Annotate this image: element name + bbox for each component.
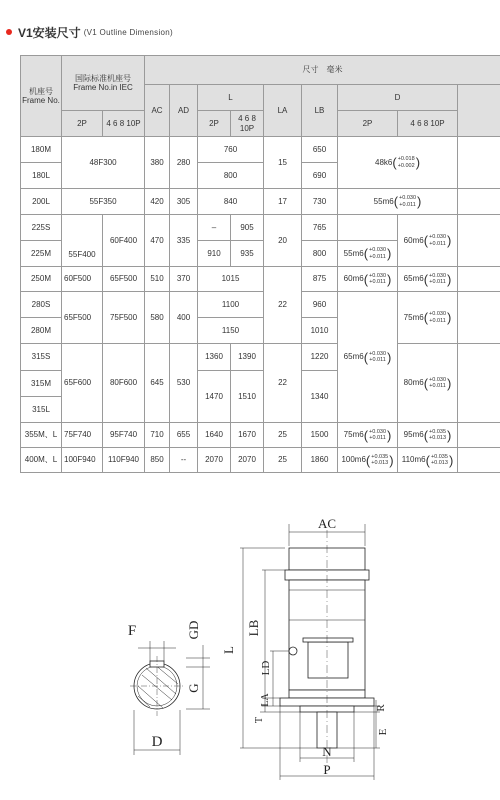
l-cell: 1100 (198, 292, 264, 318)
lb-cell: 1220 (302, 344, 338, 371)
ad-header: AD (170, 85, 198, 137)
la-cell: 25 (264, 423, 302, 448)
iec-4p-cell: 75F500 (103, 292, 145, 344)
lb-cell: 765 (302, 215, 338, 241)
blank-cell (458, 267, 500, 292)
ac-cell: 580 (145, 292, 170, 344)
l-cell: 1150 (198, 318, 264, 344)
frame-cell: 180L (21, 163, 62, 189)
l-4p-cell: 1510 (231, 371, 264, 423)
d-2p-cell: 65m6 ( +0.030 +0.011 ) (338, 292, 398, 423)
l-cell: 840 (198, 189, 264, 215)
la-cell: 15 (264, 137, 302, 189)
blank-cell (458, 448, 500, 473)
lb-cell: 650 (302, 137, 338, 163)
lb-cell: 1010 (302, 318, 338, 344)
iec-2p-cell: 65F500 (62, 292, 103, 344)
blank-header (458, 85, 500, 137)
d-4p-cell: 75m6 ( +0.030 +0.011 ) (398, 292, 458, 344)
l-2p-cell: 1360 (198, 344, 231, 371)
iec-2p-cell: 60F500 (62, 267, 103, 292)
ad-cell: 280 (170, 137, 198, 189)
d-header: D (338, 85, 458, 111)
iec-2p-cell: 75F740 (62, 423, 103, 448)
g-label: G (186, 683, 201, 693)
l-4p-header: 4 6 8 10P (231, 111, 264, 137)
frame-cell: 315L (21, 397, 62, 423)
p-label: P (323, 762, 331, 777)
shaft-section (130, 641, 210, 755)
ac-header: AC (145, 85, 170, 137)
iec-header: 国际标准机座号 Frame No.in IEC (62, 56, 145, 111)
blank-cell (458, 423, 500, 448)
d-2p-header: 2P (338, 111, 398, 137)
f-label: F (127, 623, 137, 639)
l-label: L (221, 646, 236, 654)
ld-label: LD (260, 660, 272, 676)
blank-cell (458, 215, 500, 267)
ad-cell: 370 (170, 267, 198, 292)
ad-cell: 305 (170, 189, 198, 215)
l-2p-cell: 2070 (198, 448, 231, 473)
ad-cell: -- (170, 448, 198, 473)
section-title: V1安装尺寸 (18, 25, 81, 40)
l-4p-cell: 905 (231, 215, 264, 241)
gd-label: GD (186, 620, 201, 640)
lb-label: LB (246, 619, 261, 637)
lb-cell: 1500 (302, 423, 338, 448)
la-cell: 22 (264, 267, 302, 344)
frame-cell: 315S (21, 344, 62, 371)
iec-cell: 48F300 (62, 137, 145, 189)
frame-header: 机座号 Frame No. (21, 56, 62, 137)
l-4p-cell: 935 (231, 241, 264, 267)
frame-cell: 225M (21, 241, 62, 267)
e-label: E (377, 728, 389, 736)
d-4p-cell: 65m6 ( +0.030 +0.011 ) (398, 267, 458, 292)
red-bullet-icon (6, 29, 12, 35)
d-2p-cell: 55m6 ( +0.030 +0.011 ) (338, 241, 398, 267)
la-label: LA (260, 693, 271, 707)
lb-cell: 875 (302, 267, 338, 292)
iec-2p-header: 2P (62, 111, 103, 137)
d-4p-cell: 95m6 ( +0.035 +0.013 ) (398, 423, 458, 448)
ac-cell: 470 (145, 215, 170, 267)
ac-cell: 420 (145, 189, 170, 215)
l-cell: 760 (198, 137, 264, 163)
d-cell: 55m6 ( +0.030 +0.011 ) (338, 189, 458, 215)
iec-4p-header: 4 6 8 10P (103, 111, 145, 137)
d-2p-cell: 60m6 ( +0.030 +0.011 ) (338, 267, 398, 292)
t-label: T (254, 716, 265, 724)
la-cell: 25 (264, 448, 302, 473)
ac-cell: 710 (145, 423, 170, 448)
ad-cell: 530 (170, 344, 198, 423)
d-4p-cell: 110m6 ( +0.035 +0.013 ) (398, 448, 458, 473)
d-2p-cell: 100m6 ( +0.035 +0.013 ) (338, 448, 398, 473)
l-4p-cell: 1670 (231, 423, 264, 448)
r-label: R (375, 704, 387, 712)
lb-cell: 1340 (302, 371, 338, 423)
iec-2p-cell: 100F940 (62, 448, 103, 473)
iec-4p-cell: 80F600 (103, 344, 145, 423)
la-header: LA (264, 85, 302, 137)
iec-2p-cell: 65F600 (62, 344, 103, 423)
l-2p-cell: 1640 (198, 423, 231, 448)
l-2p-cell: 910 (198, 241, 231, 267)
iec-2p-cell: 55F400 (62, 215, 103, 267)
l-2p-cell: 1470 (198, 371, 231, 423)
frame-cell: 315M (21, 371, 62, 397)
lb-header: LB (302, 85, 338, 137)
l-2p-header: 2P (198, 111, 231, 137)
frame-cell: 200L (21, 189, 62, 215)
dims-header: 尺寸 毫米 (145, 56, 500, 85)
d-4p-header: 4 6 8 10P (398, 111, 458, 137)
iec-4p-cell: 60F400 (103, 215, 145, 267)
la-cell: 17 (264, 189, 302, 215)
iec-4p-cell: 110F940 (103, 448, 145, 473)
ad-cell: 400 (170, 292, 198, 344)
l-2p-cell: – (198, 215, 231, 241)
dimension-table (20, 55, 500, 473)
lb-cell: 1860 (302, 448, 338, 473)
ac-cell: 380 (145, 137, 170, 189)
iec-cell: 55F350 (62, 189, 145, 215)
ac-label: AC (317, 516, 337, 531)
lb-cell: 730 (302, 189, 338, 215)
lb-cell: 960 (302, 292, 338, 318)
d-4p-cell: 60m6 ( +0.030 +0.011 ) (398, 215, 458, 267)
frame-cell: 280S (21, 292, 62, 318)
la-cell: 20 (264, 215, 302, 267)
blank-cell (458, 189, 500, 215)
motor-body (280, 530, 374, 770)
blank-cell (458, 292, 500, 344)
frame-cell: 355M、L (21, 423, 62, 448)
d-label: D (151, 734, 163, 750)
blank-cell (458, 137, 500, 189)
d-2p-cell (338, 215, 398, 241)
la-cell: 22 (264, 344, 302, 423)
iec-4p-cell: 65F500 (103, 267, 145, 292)
d-2p-cell: 75m6 ( +0.030 +0.011 ) (338, 423, 398, 448)
n-label: N (322, 744, 332, 759)
ac-cell: 510 (145, 267, 170, 292)
d-cell: 48k6 ( +0.018 +0.002 ) (338, 137, 458, 189)
section-subtitle: (V1 Outline Dimension) (83, 27, 173, 37)
iec-4p-cell: 95F740 (103, 423, 145, 448)
frame-cell: 250M (21, 267, 62, 292)
l-4p-cell: 2070 (231, 448, 264, 473)
l-cell: 800 (198, 163, 264, 189)
section-heading (6, 24, 173, 40)
ad-cell: 655 (170, 423, 198, 448)
motor-outline-drawing (0, 510, 500, 800)
ac-cell: 645 (145, 344, 170, 423)
l-cell: 1015 (198, 267, 264, 292)
l-4p-cell: 1390 (231, 344, 264, 371)
l-header: L (198, 85, 264, 111)
ad-cell: 335 (170, 215, 198, 267)
ac-cell: 850 (145, 448, 170, 473)
frame-cell: 180M (21, 137, 62, 163)
d-4p-cell: 80m6 ( +0.030 +0.011 ) (398, 344, 458, 423)
frame-cell: 400M、L (21, 448, 62, 473)
lb-cell: 800 (302, 241, 338, 267)
frame-cell: 280M (21, 318, 62, 344)
blank-cell (458, 344, 500, 423)
lb-cell: 690 (302, 163, 338, 189)
frame-cell: 225S (21, 215, 62, 241)
